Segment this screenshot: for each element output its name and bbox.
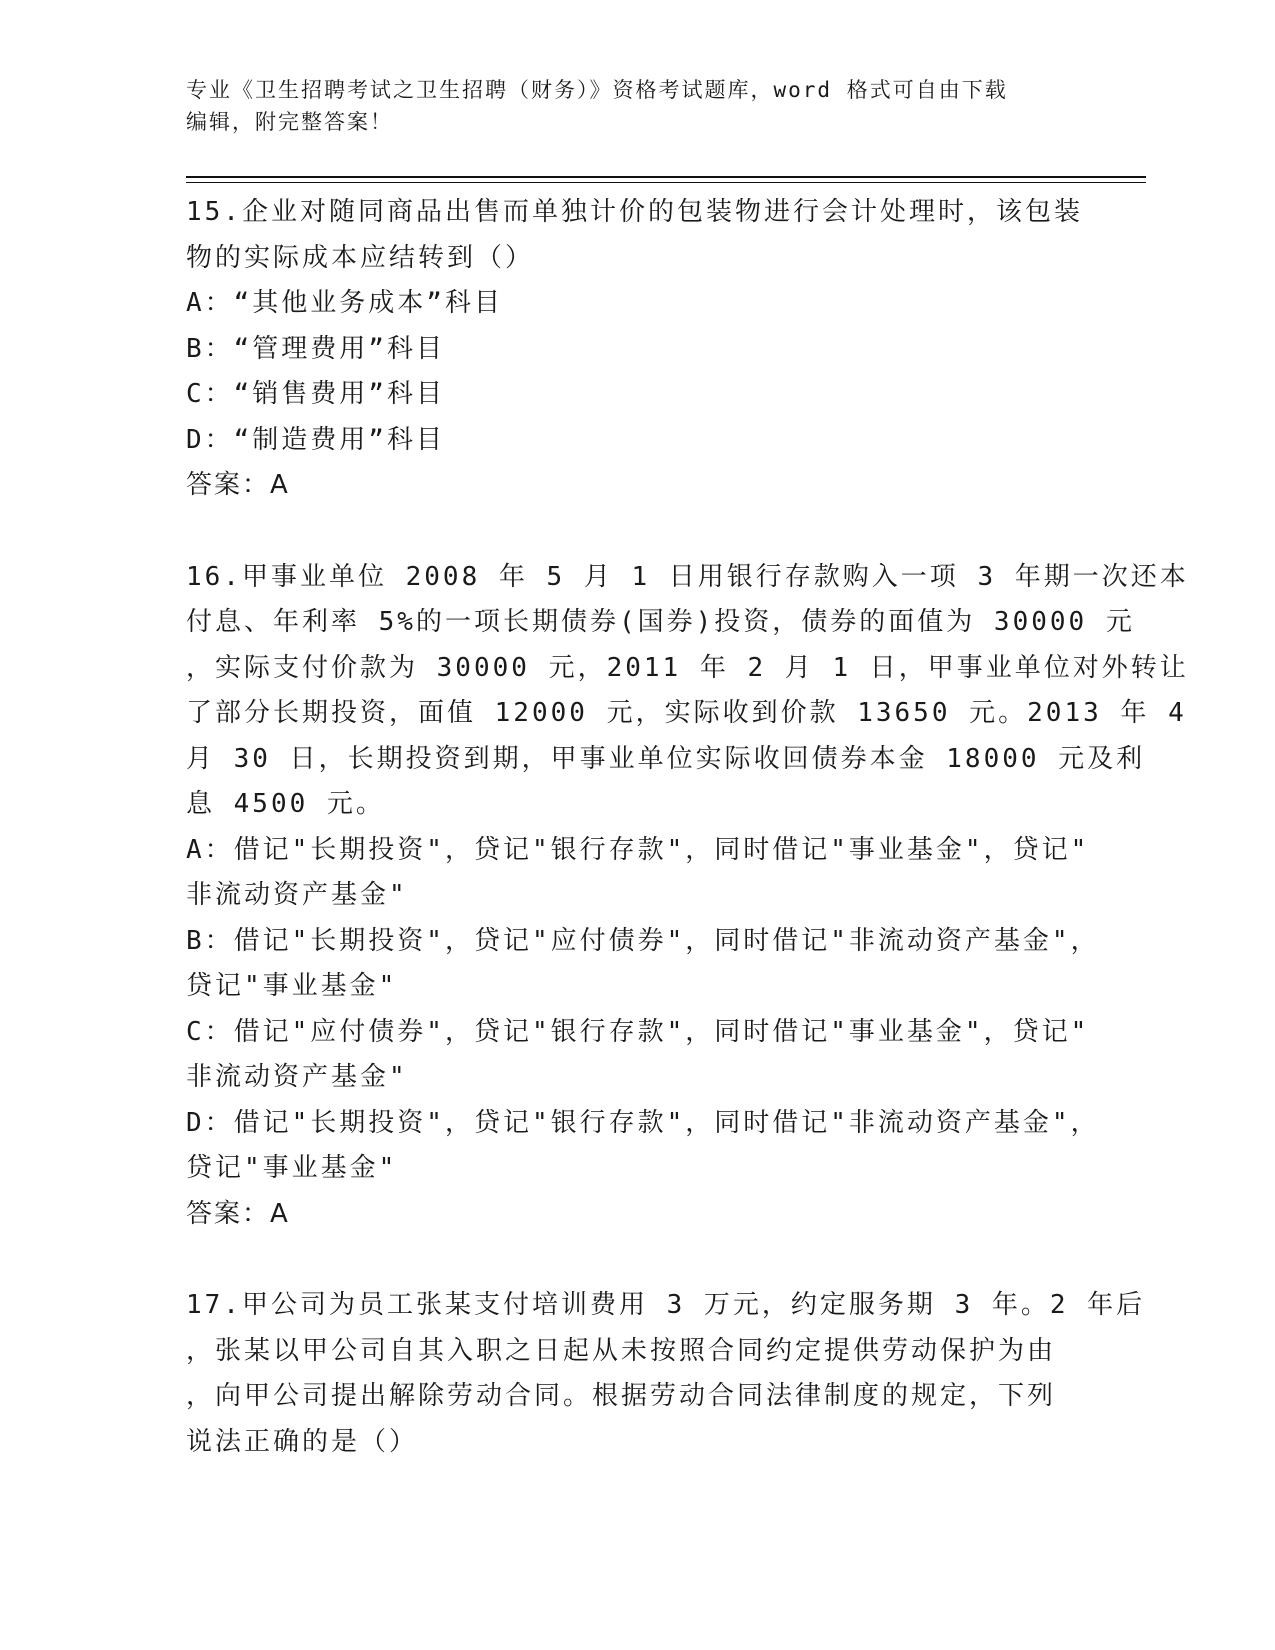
question-17-stem-line: ，向甲公司提出解除劳动合同。根据劳动合同法律制度的规定，下列 bbox=[186, 1381, 1057, 1411]
question-17-stem-line: 说法正确的是（） bbox=[186, 1426, 419, 1457]
spacer bbox=[186, 1237, 1066, 1283]
question-16-stem-line: 付息、年利率 5%的一项长期债券(国券)投资，债券的面值为 30000 元 bbox=[186, 607, 1135, 637]
question-15-answer: 答案：A bbox=[186, 470, 290, 500]
question-15-option-d: D：“制造费用”科目 bbox=[186, 424, 445, 455]
question-16-stem-line: 16.甲事业单位 2008 年 5 月 1 日用银行存款购入一项 3 年期一次还本 bbox=[186, 561, 1189, 592]
question-16-stem-line: 息 4500 元。 bbox=[186, 789, 385, 819]
question-15-option-a: A：“其他业务成本”科目 bbox=[186, 288, 503, 318]
question-16-stem-line: 月 30 日，长期投资到期，甲事业单位实际收回债券本金 18000 元及利 bbox=[186, 743, 1146, 774]
question-16-option-d-cont: 贷记"事业基金" bbox=[186, 1153, 398, 1183]
question-15-stem-line: 物的实际成本应结转到（） bbox=[186, 242, 535, 273]
question-16-option-b: B：借记"长期投资"，贷记"应付债券"，同时借记"非流动资产基金"， bbox=[186, 925, 1100, 956]
question-16-option-a: A：借记"长期投资"，贷记"银行存款"，同时借记"事业基金"，贷记" bbox=[186, 834, 1090, 865]
question-15-option-c: C：“销售费用”科目 bbox=[186, 379, 445, 409]
question-15-option-b: B：“管理费用”科目 bbox=[186, 333, 445, 364]
question-16-option-d: D：借记"长期投资"，贷记"银行存款"，同时借记"非流动资产基金"， bbox=[186, 1107, 1100, 1138]
document-header bbox=[186, 74, 1086, 138]
header-line-1: 专业《卫生招聘考试之卫生招聘（财务）》资格考试题库，word 格式可自由下载 bbox=[186, 78, 1008, 102]
question-16-option-c-cont: 非流动资产基金" bbox=[186, 1062, 408, 1092]
question-16-option-a-cont: 非流动资产基金" bbox=[186, 880, 408, 910]
question-15 bbox=[186, 190, 1083, 509]
question-16-option-c: C：借记"应付债券"，贷记"银行存款"，同时借记"事业基金"，贷记" bbox=[186, 1016, 1090, 1047]
question-16 bbox=[186, 555, 1189, 1238]
question-15-stem-line: 15.企业对随同商品出售而单独计价的包装物进行会计处理时，该包装 bbox=[186, 197, 1083, 227]
question-16-stem-line: 了部分长期投资，面值 12000 元，实际收到价款 13650 元。2013 年 4 bbox=[186, 698, 1187, 728]
spacer bbox=[186, 509, 1066, 555]
header-line-2: 编辑，附完整答案！ bbox=[186, 110, 393, 134]
question-17-stem-line: ，张某以甲公司自其入职之日起从未按照合同约定提供劳动保护为由 bbox=[186, 1335, 1057, 1366]
question-17-stem-line: 17.甲公司为员工张某支付培训费用 3 万元，约定服务期 3 年。2 年后 bbox=[186, 1290, 1146, 1320]
question-16-option-b-cont: 贷记"事业基金" bbox=[186, 971, 398, 1001]
header-divider-thick bbox=[186, 176, 1146, 178]
header-divider-thin bbox=[186, 182, 1146, 183]
question-list bbox=[186, 190, 1189, 1465]
question-16-stem-line: ，实际支付价款为 30000 元，2011 年 2 月 1 日，甲事业单位对外转让 bbox=[186, 652, 1189, 683]
question-16-answer: 答案：A bbox=[186, 1198, 290, 1229]
question-17 bbox=[186, 1283, 1146, 1465]
